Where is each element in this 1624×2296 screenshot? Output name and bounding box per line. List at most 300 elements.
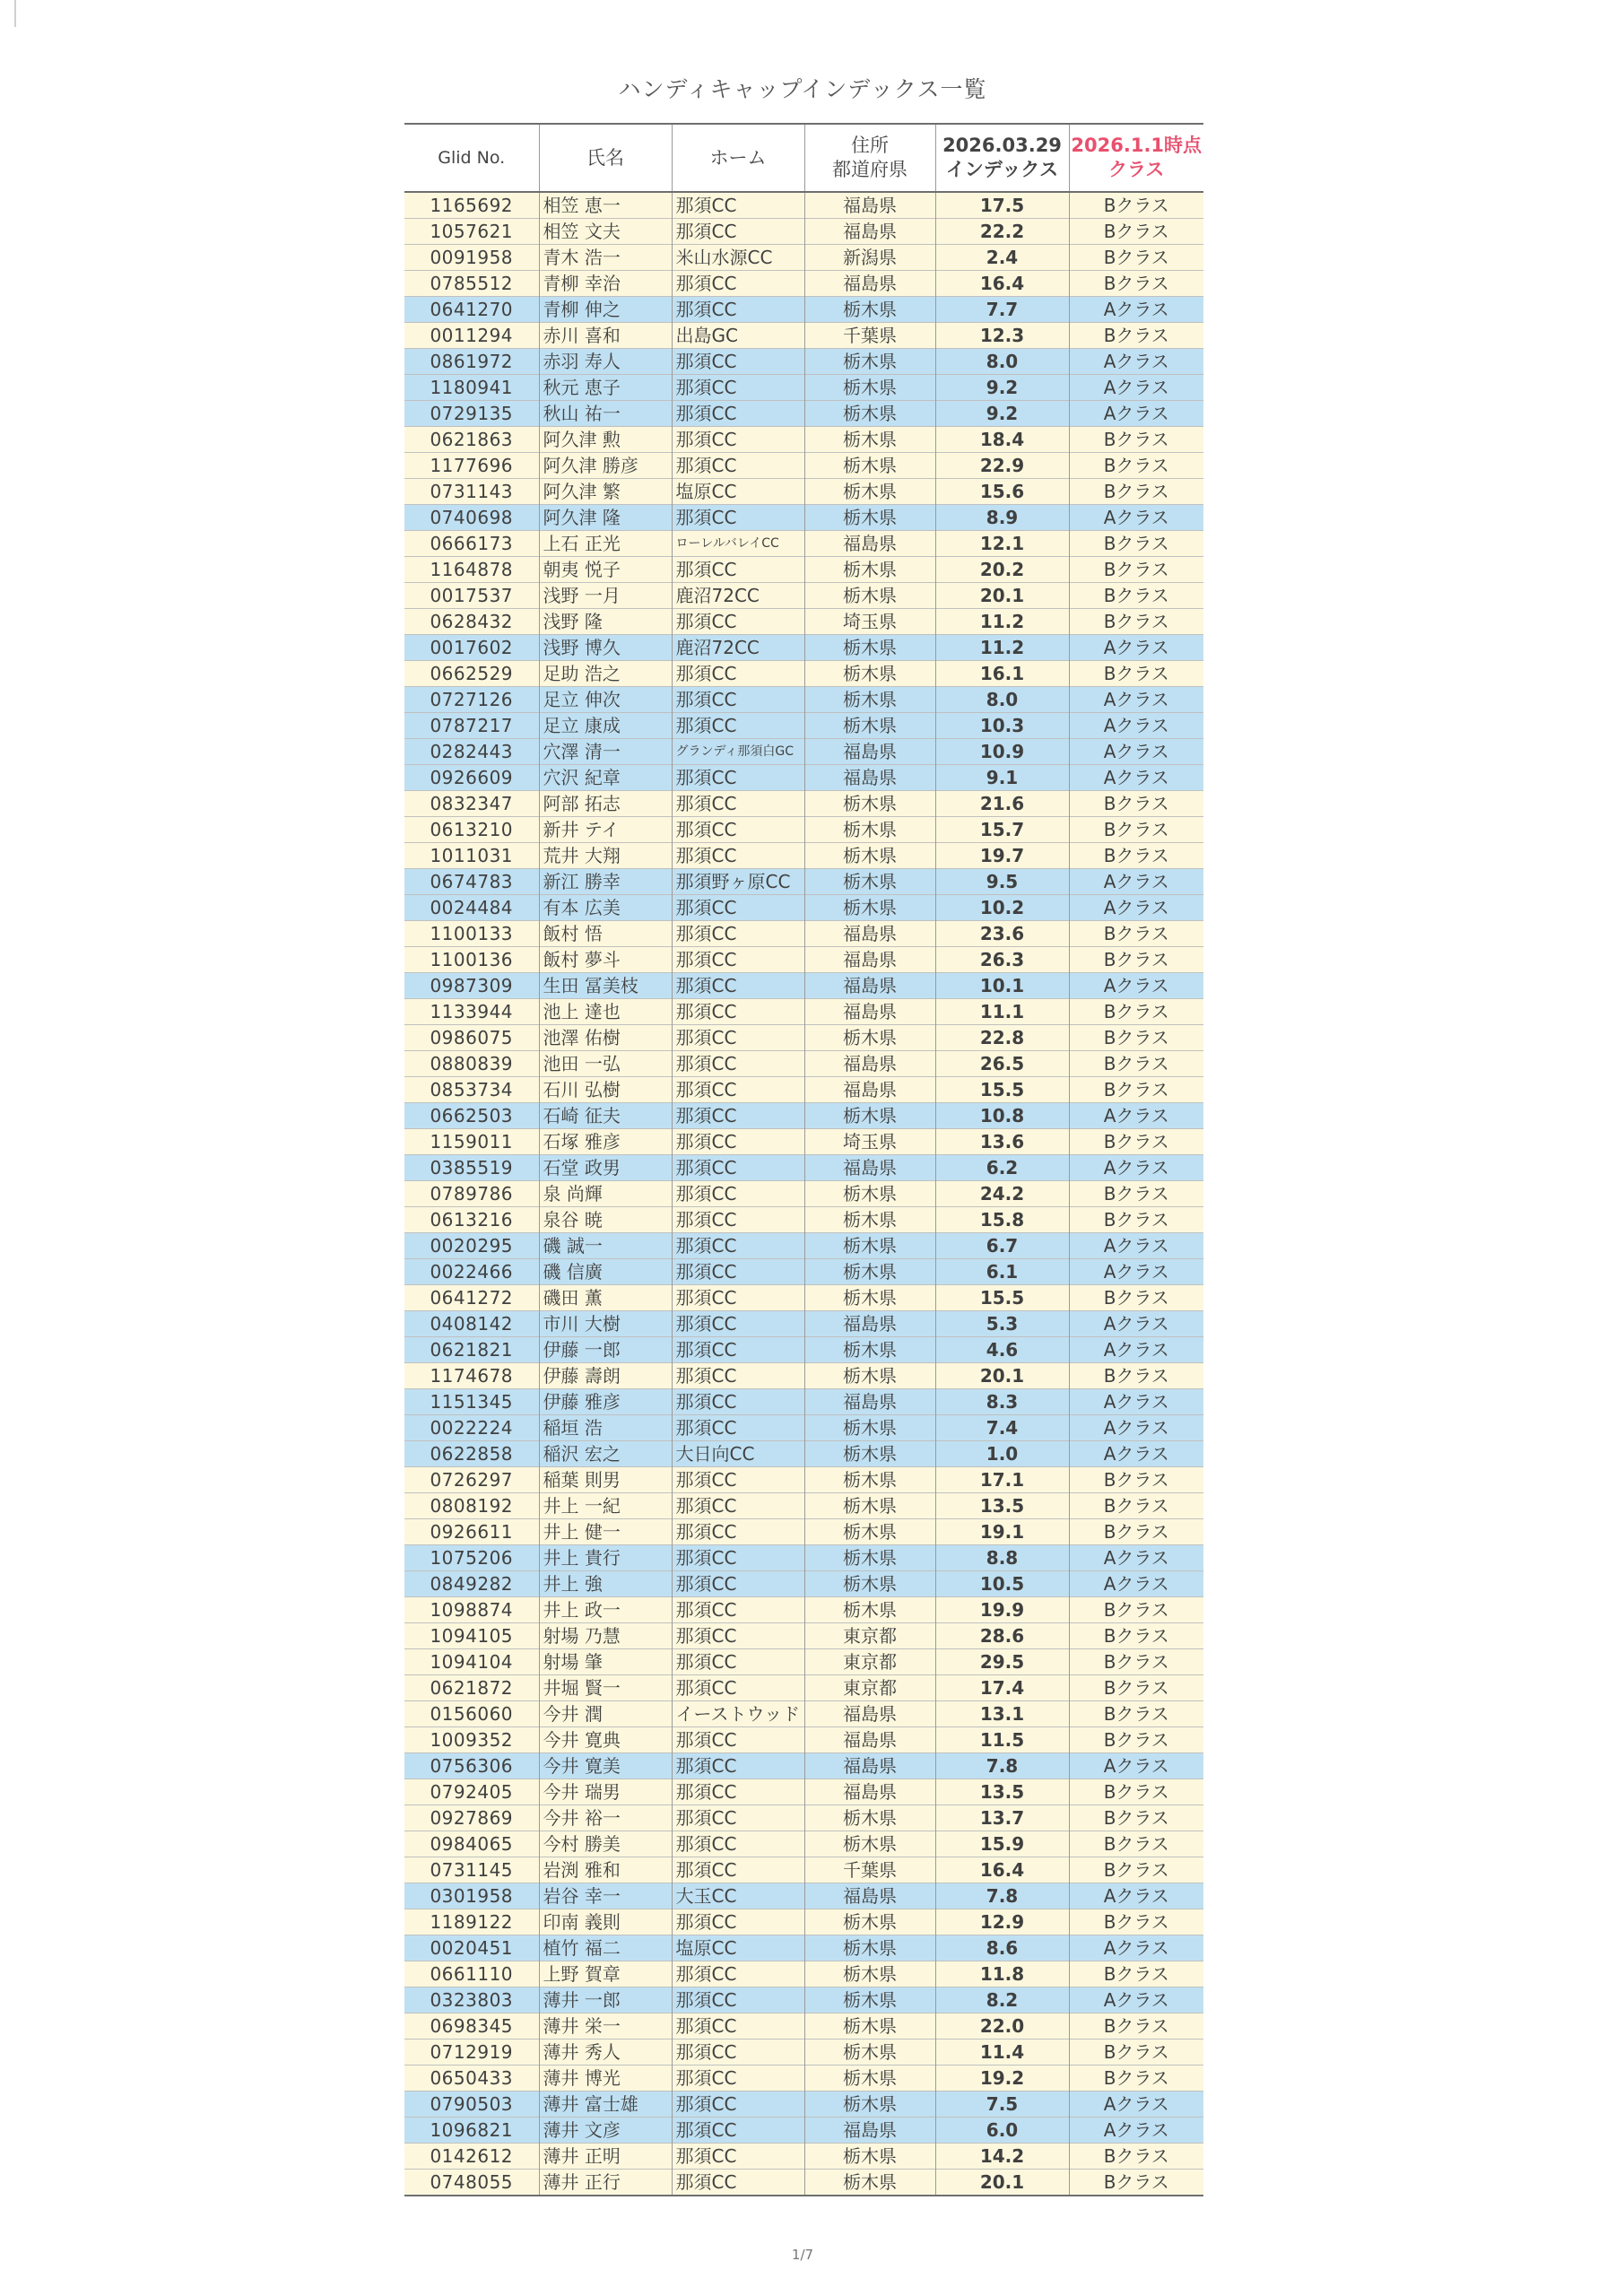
- class-cell: Aクラス: [1069, 635, 1203, 661]
- table-row: [404, 2170, 1203, 2196]
- glid-no-cell: 1098874: [404, 1597, 539, 1623]
- glid-no-cell: 1189122: [404, 1909, 539, 1935]
- glid-no-cell: 0729135: [404, 401, 539, 427]
- glid-no-cell: 0091958: [404, 245, 539, 271]
- glid-no-cell: 0621863: [404, 427, 539, 453]
- handicap-index-cell: 10.9: [935, 739, 1069, 765]
- name-cell: 岩谷 幸一: [539, 1883, 672, 1909]
- name-cell: 浅野 隆: [539, 609, 672, 635]
- prefecture-cell: 栃木県: [804, 2144, 935, 2170]
- glid-no-cell: 0792405: [404, 1779, 539, 1805]
- prefecture-cell: 東京都: [804, 1649, 935, 1675]
- page-title: ハンディキャップインデックス一覧: [618, 76, 987, 102]
- table-row: [404, 895, 1203, 921]
- glid-no-cell: 0621821: [404, 1337, 539, 1363]
- home-club-cell: 那須CC: [672, 271, 804, 297]
- prefecture-cell: 栃木県: [804, 1415, 935, 1441]
- glid-no-cell: 0853734: [404, 1077, 539, 1103]
- table-row: [404, 1103, 1203, 1129]
- name-cell: 池田 一弘: [539, 1051, 672, 1077]
- prefecture-cell: 栃木県: [804, 1805, 935, 1831]
- home-club-cell: 那須CC: [672, 1051, 804, 1077]
- glid-no-cell: 1165692: [404, 192, 539, 219]
- prefecture-cell: 福島県: [804, 1753, 935, 1779]
- prefecture-cell: 福島県: [804, 1883, 935, 1909]
- name-cell: 青柳 伸之: [539, 297, 672, 323]
- prefecture-cell: 福島県: [804, 1077, 935, 1103]
- class-cell: Aクラス: [1069, 1337, 1203, 1363]
- table-row: [404, 869, 1203, 895]
- home-club-cell: 那須CC: [672, 1727, 804, 1753]
- table-row: [404, 1935, 1203, 1961]
- table-row: [404, 219, 1203, 245]
- home-club-cell: 那須CC: [672, 2039, 804, 2066]
- home-club-cell: 那須CC: [672, 1779, 804, 1805]
- glid-no-cell: 1075206: [404, 1545, 539, 1571]
- table-row: [404, 609, 1203, 635]
- table-row: [404, 1051, 1203, 1077]
- glid-no-cell: 0156060: [404, 1701, 539, 1727]
- name-cell: 今井 潤: [539, 1701, 672, 1727]
- home-club-cell: 那須CC: [672, 1805, 804, 1831]
- table-row: [404, 1987, 1203, 2013]
- home-club-cell: 那須CC: [672, 1285, 804, 1311]
- table-row: [404, 375, 1203, 401]
- glid-no-cell: 0880839: [404, 1051, 539, 1077]
- name-cell: 足立 伸次: [539, 687, 672, 713]
- class-cell: Bクラス: [1069, 2039, 1203, 2066]
- glid-no-cell: 0022224: [404, 1415, 539, 1441]
- class-cell: Bクラス: [1069, 1909, 1203, 1935]
- handicap-index-cell: 10.1: [935, 973, 1069, 999]
- prefecture-cell: 福島県: [804, 947, 935, 973]
- name-cell: 浅野 博久: [539, 635, 672, 661]
- table-row: [404, 1155, 1203, 1181]
- class-cell: Bクラス: [1069, 427, 1203, 453]
- name-cell: 穴沢 紀章: [539, 765, 672, 791]
- table-row: [404, 2066, 1203, 2092]
- table-row: [404, 791, 1203, 817]
- glid-no-cell: 1177696: [404, 453, 539, 479]
- prefecture-cell: 栃木県: [804, 791, 935, 817]
- class-cell: Aクラス: [1069, 1103, 1203, 1129]
- table-row: [404, 1207, 1203, 1233]
- name-cell: 印南 義則: [539, 1909, 672, 1935]
- name-cell: 上野 賀章: [539, 1961, 672, 1987]
- glid-no-cell: 0020451: [404, 1935, 539, 1961]
- prefecture-cell: 栃木県: [804, 1831, 935, 1857]
- name-cell: 薄井 正明: [539, 2144, 672, 2170]
- class-cell: Bクラス: [1069, 1961, 1203, 1987]
- class-cell: Aクラス: [1069, 765, 1203, 791]
- handicap-index-cell: 6.1: [935, 1259, 1069, 1285]
- handicap-index-cell: 15.5: [935, 1285, 1069, 1311]
- home-club-cell: 那須CC: [672, 843, 804, 869]
- handicap-index-cell: 8.6: [935, 1935, 1069, 1961]
- glid-no-cell: 0789786: [404, 1181, 539, 1207]
- prefecture-cell: 栃木県: [804, 1493, 935, 1519]
- class-cell: Bクラス: [1069, 1701, 1203, 1727]
- glid-no-cell: 0628432: [404, 609, 539, 635]
- class-cell: Bクラス: [1069, 271, 1203, 297]
- name-cell: 青柳 幸治: [539, 271, 672, 297]
- handicap-index-cell: 8.9: [935, 505, 1069, 531]
- home-club-cell: 那須CC: [672, 1025, 804, 1051]
- class-cell: Aクラス: [1069, 2118, 1203, 2144]
- glid-no-cell: 1159011: [404, 1129, 539, 1155]
- handicap-index-cell: 8.3: [935, 1389, 1069, 1415]
- handicap-index-cell: 11.5: [935, 1727, 1069, 1753]
- name-cell: 相笠 恵一: [539, 192, 672, 219]
- handicap-index-cell: 23.6: [935, 921, 1069, 947]
- home-club-cell: 那須CC: [672, 375, 804, 401]
- name-cell: 伊藤 壽朗: [539, 1363, 672, 1389]
- class-cell: Bクラス: [1069, 1467, 1203, 1493]
- class-cell: Bクラス: [1069, 1857, 1203, 1883]
- name-cell: 秋元 恵子: [539, 375, 672, 401]
- name-cell: 今村 勝美: [539, 1831, 672, 1857]
- table-row: [404, 999, 1203, 1025]
- home-club-cell: 那須CC: [672, 947, 804, 973]
- prefecture-cell: 栃木県: [804, 1441, 935, 1467]
- name-cell: 相笠 文夫: [539, 219, 672, 245]
- table-header-row: [404, 124, 1203, 192]
- class-cell: Aクラス: [1069, 401, 1203, 427]
- prefecture-cell: 栃木県: [804, 453, 935, 479]
- prefecture-cell: 福島県: [804, 1779, 935, 1805]
- handicap-index-cell: 18.4: [935, 427, 1069, 453]
- class-cell: Aクラス: [1069, 297, 1203, 323]
- handicap-index-cell: 24.2: [935, 1181, 1069, 1207]
- prefecture-cell: 千葉県: [804, 323, 935, 349]
- home-club-cell: 米山水源CC: [672, 245, 804, 271]
- home-club-cell: 那須CC: [672, 1649, 804, 1675]
- class-cell: Bクラス: [1069, 2066, 1203, 2092]
- class-cell: Aクラス: [1069, 2092, 1203, 2118]
- handicap-index-cell: 20.1: [935, 1363, 1069, 1389]
- prefecture-cell: 福島県: [804, 765, 935, 791]
- home-club-cell: 那須CC: [672, 1675, 804, 1701]
- home-club-cell: 那須CC: [672, 1545, 804, 1571]
- table-row: [404, 1285, 1203, 1311]
- glid-no-cell: 0987309: [404, 973, 539, 999]
- home-club-cell: 那須CC: [672, 661, 804, 687]
- header-name: 氏名: [539, 124, 672, 192]
- home-club-cell: 那須CC: [672, 401, 804, 427]
- home-club-cell: 那須CC: [672, 297, 804, 323]
- prefecture-cell: 栃木県: [804, 479, 935, 505]
- name-cell: 岩渕 雅和: [539, 1857, 672, 1883]
- table-row: [404, 1337, 1203, 1363]
- handicap-index-cell: 17.5: [935, 192, 1069, 219]
- class-cell: Aクラス: [1069, 895, 1203, 921]
- name-cell: 井堀 賢一: [539, 1675, 672, 1701]
- class-cell: Bクラス: [1069, 843, 1203, 869]
- table-row: [404, 1909, 1203, 1935]
- handicap-index-cell: 10.5: [935, 1571, 1069, 1597]
- prefecture-cell: 栃木県: [804, 401, 935, 427]
- table-row: [404, 323, 1203, 349]
- prefecture-cell: 栃木県: [804, 2013, 935, 2039]
- home-club-cell: 那須CC: [672, 2144, 804, 2170]
- glid-no-cell: 0024484: [404, 895, 539, 921]
- glid-no-cell: 0984065: [404, 1831, 539, 1857]
- handicap-index-cell: 8.8: [935, 1545, 1069, 1571]
- prefecture-cell: 埼玉県: [804, 609, 935, 635]
- handicap-index-cell: 5.3: [935, 1311, 1069, 1337]
- class-cell: Bクラス: [1069, 1181, 1203, 1207]
- handicap-index-cell: 16.4: [935, 1857, 1069, 1883]
- prefecture-cell: 栃木県: [804, 2066, 935, 2092]
- prefecture-cell: 栃木県: [804, 1961, 935, 1987]
- home-club-cell: 那須CC: [672, 2013, 804, 2039]
- class-cell: Bクラス: [1069, 1025, 1203, 1051]
- prefecture-cell: 福島県: [804, 973, 935, 999]
- name-cell: 今井 瑞男: [539, 1779, 672, 1805]
- prefecture-cell: 栃木県: [804, 1025, 935, 1051]
- glid-no-cell: 0408142: [404, 1311, 539, 1337]
- table-row: [404, 2118, 1203, 2144]
- name-cell: 石塚 雅彦: [539, 1129, 672, 1155]
- prefecture-cell: 東京都: [804, 1623, 935, 1649]
- name-cell: 池澤 佑樹: [539, 1025, 672, 1051]
- table-row: [404, 947, 1203, 973]
- prefecture-cell: 埼玉県: [804, 1129, 935, 1155]
- class-cell: Bクラス: [1069, 1831, 1203, 1857]
- handicap-index-cell: 7.8: [935, 1753, 1069, 1779]
- prefecture-cell: 栃木県: [804, 843, 935, 869]
- class-cell: Aクラス: [1069, 1883, 1203, 1909]
- class-cell: Bクラス: [1069, 479, 1203, 505]
- name-cell: 磯 信廣: [539, 1259, 672, 1285]
- table-row: [404, 1857, 1203, 1883]
- table-row: [404, 1779, 1203, 1805]
- glid-no-cell: 0731143: [404, 479, 539, 505]
- prefecture-cell: 福島県: [804, 219, 935, 245]
- glid-no-cell: 0301958: [404, 1883, 539, 1909]
- name-cell: 足助 浩之: [539, 661, 672, 687]
- home-club-cell: 那須CC: [672, 765, 804, 791]
- glid-no-cell: 0650433: [404, 2066, 539, 2092]
- prefecture-cell: 栃木県: [804, 635, 935, 661]
- handicap-index-cell: 17.4: [935, 1675, 1069, 1701]
- handicap-index-cell: 12.1: [935, 531, 1069, 557]
- prefecture-cell: 福島県: [804, 1311, 935, 1337]
- glid-no-cell: 0142612: [404, 2144, 539, 2170]
- glid-no-cell: 0926609: [404, 765, 539, 791]
- home-club-cell: 那須CC: [672, 713, 804, 739]
- class-cell: Bクラス: [1069, 2170, 1203, 2196]
- name-cell: 阿久津 勲: [539, 427, 672, 453]
- name-cell: 阿久津 繁: [539, 479, 672, 505]
- handicap-index-cell: 15.5: [935, 1077, 1069, 1103]
- class-cell: Bクラス: [1069, 1649, 1203, 1675]
- handicap-index-cell: 22.8: [935, 1025, 1069, 1051]
- table-row: [404, 1701, 1203, 1727]
- handicap-index-cell: 22.2: [935, 219, 1069, 245]
- name-cell: 阿久津 隆: [539, 505, 672, 531]
- name-cell: 生田 冨美枝: [539, 973, 672, 999]
- home-club-cell: 那須CC: [672, 427, 804, 453]
- home-club-cell: 那須CC: [672, 1909, 804, 1935]
- glid-no-cell: 1151345: [404, 1389, 539, 1415]
- class-cell: Bクラス: [1069, 921, 1203, 947]
- prefecture-cell: 栃木県: [804, 1363, 935, 1389]
- name-cell: 稲垣 浩: [539, 1415, 672, 1441]
- class-cell: Aクラス: [1069, 1935, 1203, 1961]
- home-club-cell: 那須CC: [672, 1077, 804, 1103]
- prefecture-cell: 栃木県: [804, 2170, 935, 2196]
- table-row: [404, 505, 1203, 531]
- glid-no-cell: 0662529: [404, 661, 539, 687]
- handicap-index-cell: 9.2: [935, 375, 1069, 401]
- home-club-cell: 那須CC: [672, 999, 804, 1025]
- table-row: [404, 1389, 1203, 1415]
- prefecture-cell: 栃木県: [804, 1987, 935, 2013]
- table-row: [404, 2039, 1203, 2066]
- table-row: [404, 843, 1203, 869]
- glid-no-cell: 0666173: [404, 531, 539, 557]
- name-cell: 穴澤 清一: [539, 739, 672, 765]
- table-row: [404, 1129, 1203, 1155]
- handicap-index-cell: 13.6: [935, 1129, 1069, 1155]
- glid-no-cell: 1180941: [404, 375, 539, 401]
- table-row: [404, 349, 1203, 375]
- name-cell: 朝夷 悦子: [539, 557, 672, 583]
- glid-no-cell: 1094104: [404, 1649, 539, 1675]
- table-row: [404, 1805, 1203, 1831]
- handicap-index-cell: 16.1: [935, 661, 1069, 687]
- handicap-index-cell: 26.5: [935, 1051, 1069, 1077]
- name-cell: 阿久津 勝彦: [539, 453, 672, 479]
- prefecture-cell: 栃木県: [804, 427, 935, 453]
- handicap-index-cell: 8.0: [935, 687, 1069, 713]
- glid-no-cell: 0613216: [404, 1207, 539, 1233]
- handicap-index-cell: 13.5: [935, 1493, 1069, 1519]
- prefecture-cell: 栃木県: [804, 375, 935, 401]
- name-cell: 薄井 栄一: [539, 2013, 672, 2039]
- handicap-index-cell: 1.0: [935, 1441, 1069, 1467]
- handicap-index-cell: 17.1: [935, 1467, 1069, 1493]
- table-row: [404, 1753, 1203, 1779]
- handicap-index-cell: 26.3: [935, 947, 1069, 973]
- glid-no-cell: 0385519: [404, 1155, 539, 1181]
- handicap-index-cell: 8.2: [935, 1987, 1069, 2013]
- prefecture-cell: 栃木県: [804, 1207, 935, 1233]
- home-club-cell: 那須野ヶ原CC: [672, 869, 804, 895]
- name-cell: 薄井 博光: [539, 2066, 672, 2092]
- home-club-cell: 那須CC: [672, 895, 804, 921]
- handicap-index-cell: 6.7: [935, 1233, 1069, 1259]
- home-club-cell: 那須CC: [672, 687, 804, 713]
- handicap-index-cell: 14.2: [935, 2144, 1069, 2170]
- handicap-index-cell: 9.5: [935, 869, 1069, 895]
- table-row: [404, 479, 1203, 505]
- prefecture-cell: 栃木県: [804, 1935, 935, 1961]
- class-cell: Aクラス: [1069, 1753, 1203, 1779]
- handicap-index-cell: 4.6: [935, 1337, 1069, 1363]
- home-club-cell: 塩原CC: [672, 1935, 804, 1961]
- home-club-cell: 那須CC: [672, 1181, 804, 1207]
- handicap-index-cell: 19.2: [935, 2066, 1069, 2092]
- name-cell: 石堂 政男: [539, 1155, 672, 1181]
- table-row: [404, 1831, 1203, 1857]
- table-row: [404, 1883, 1203, 1909]
- handicap-index-cell: 7.7: [935, 297, 1069, 323]
- handicap-index-cell: 19.9: [935, 1597, 1069, 1623]
- handicap-index-cell: 11.4: [935, 2039, 1069, 2066]
- glid-no-cell: 0927869: [404, 1805, 539, 1831]
- glid-no-cell: 0861972: [404, 349, 539, 375]
- table-row: [404, 1415, 1203, 1441]
- page-number: 1/7: [791, 2247, 814, 2263]
- home-club-cell: 大玉CC: [672, 1883, 804, 1909]
- handicap-index-cell: 16.4: [935, 271, 1069, 297]
- prefecture-cell: 栃木県: [804, 2092, 935, 2118]
- header-class: 2026.1.1時点 クラス: [1069, 124, 1203, 192]
- class-cell: Aクラス: [1069, 1545, 1203, 1571]
- class-cell: Bクラス: [1069, 2013, 1203, 2039]
- handicap-index-cell: 22.9: [935, 453, 1069, 479]
- home-club-cell: 那須CC: [672, 1961, 804, 1987]
- home-club-cell: 那須CC: [672, 1597, 804, 1623]
- class-cell: Bクラス: [1069, 1207, 1203, 1233]
- prefecture-cell: 栃木県: [804, 817, 935, 843]
- prefecture-cell: 栃木県: [804, 661, 935, 687]
- table-row: [404, 1961, 1203, 1987]
- table-row: [404, 583, 1203, 609]
- name-cell: 磯 誠一: [539, 1233, 672, 1259]
- prefecture-cell: 福島県: [804, 921, 935, 947]
- class-cell: Bクラス: [1069, 1363, 1203, 1389]
- handicap-index-cell: 11.2: [935, 609, 1069, 635]
- table-row: [404, 271, 1203, 297]
- glid-no-cell: 0986075: [404, 1025, 539, 1051]
- glid-no-cell: 0726297: [404, 1467, 539, 1493]
- prefecture-cell: 栃木県: [804, 1337, 935, 1363]
- table-row: [404, 192, 1203, 219]
- name-cell: 荒井 大翔: [539, 843, 672, 869]
- glid-no-cell: 1100133: [404, 921, 539, 947]
- name-cell: 石崎 征夫: [539, 1103, 672, 1129]
- home-club-cell: 出島GC: [672, 323, 804, 349]
- class-cell: Bクラス: [1069, 219, 1203, 245]
- handicap-index-cell: 22.0: [935, 2013, 1069, 2039]
- name-cell: 井上 政一: [539, 1597, 672, 1623]
- handicap-index-cell: 8.0: [935, 349, 1069, 375]
- glid-no-cell: 1164878: [404, 557, 539, 583]
- home-club-cell: 那須CC: [672, 1155, 804, 1181]
- class-cell: Bクラス: [1069, 2144, 1203, 2170]
- name-cell: 上石 正光: [539, 531, 672, 557]
- prefecture-cell: 栃木県: [804, 1545, 935, 1571]
- table-row: [404, 1025, 1203, 1051]
- prefecture-cell: 栃木県: [804, 505, 935, 531]
- class-cell: Bクラス: [1069, 1805, 1203, 1831]
- table-row: [404, 1571, 1203, 1597]
- glid-no-cell: 0808192: [404, 1493, 539, 1519]
- class-cell: Aクラス: [1069, 1571, 1203, 1597]
- handicap-index-cell: 20.1: [935, 583, 1069, 609]
- prefecture-cell: 福島県: [804, 271, 935, 297]
- glid-no-cell: 0622858: [404, 1441, 539, 1467]
- class-cell: Bクラス: [1069, 661, 1203, 687]
- home-club-cell: 那須CC: [672, 505, 804, 531]
- table-row: [404, 1545, 1203, 1571]
- class-cell: Bクラス: [1069, 323, 1203, 349]
- glid-no-cell: 0621872: [404, 1675, 539, 1701]
- home-club-cell: 那須CC: [672, 557, 804, 583]
